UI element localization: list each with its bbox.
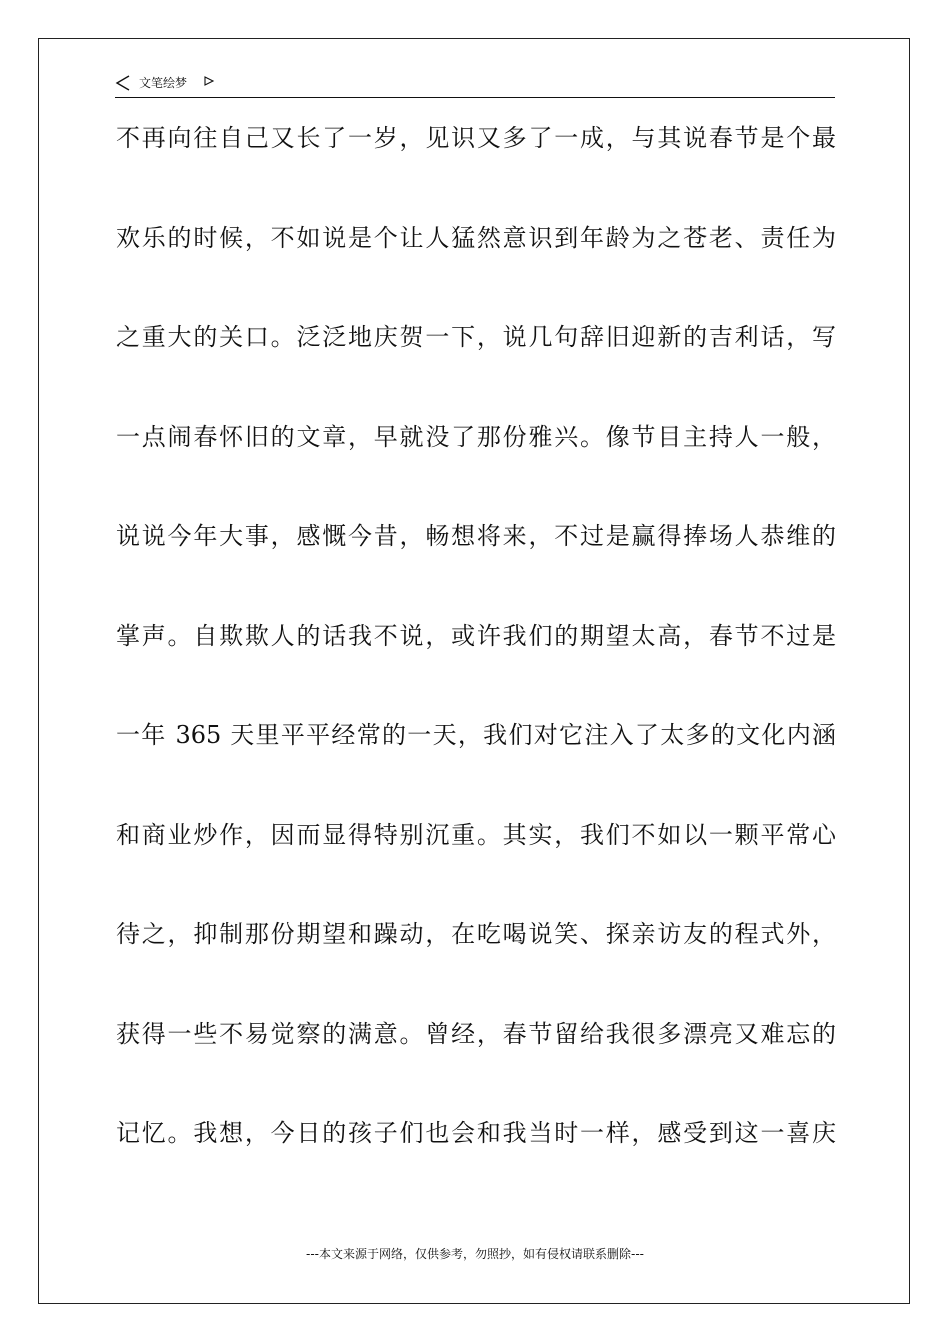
text-line: 待之，抑制那份期望和躁动，在吃喝说笑、探亲访友的程式外，	[116, 920, 836, 948]
text-line: 说说今年大事，感慨今昔，畅想将来，不过是赢得捧场人恭维的	[116, 522, 836, 550]
text-line: 记忆。我想，今日的孩子们也会和我当时一样，感受到这一喜庆	[116, 1119, 836, 1147]
page-header	[115, 74, 835, 98]
text-line: 和商业炒作，因而显得特别沉重。其实，我们不如以一颗平常心	[116, 821, 836, 849]
text-line: 掌声。自欺欺人的话我不说，或许我们的期望太高，春节不过是	[116, 622, 836, 650]
text-line: 一年 365 天里平平经常的一天，我们对它注入了太多的文化内涵	[116, 721, 836, 749]
right-triangle-arrow-icon	[203, 75, 215, 87]
text-line: 欢乐的时候，不如说是个让人猛然意识到年龄为之苍老、责任为	[116, 224, 836, 252]
text-line: 一点闹春怀旧的文章，早就没了那份雅兴。像节目主持人一般，	[116, 423, 836, 451]
footer-disclaimer: ---本文来源于网络，仅供参考，勿照抄，如有侵权请联系删除---	[306, 1247, 644, 1261]
text-line: 之重大的关口。泛泛地庆贺一下，说几句辞旧迎新的吉利话，写	[116, 323, 836, 351]
left-triangle-arrow-icon	[115, 75, 131, 91]
text-line: 不再向往自己又长了一岁，见识又多了一成，与其说春节是个最	[116, 124, 836, 152]
text-line: 获得一些不易觉察的满意。曾经，春节留给我很多漂亮又难忘的	[116, 1020, 836, 1048]
header-title: 文笔绘梦	[139, 76, 188, 90]
